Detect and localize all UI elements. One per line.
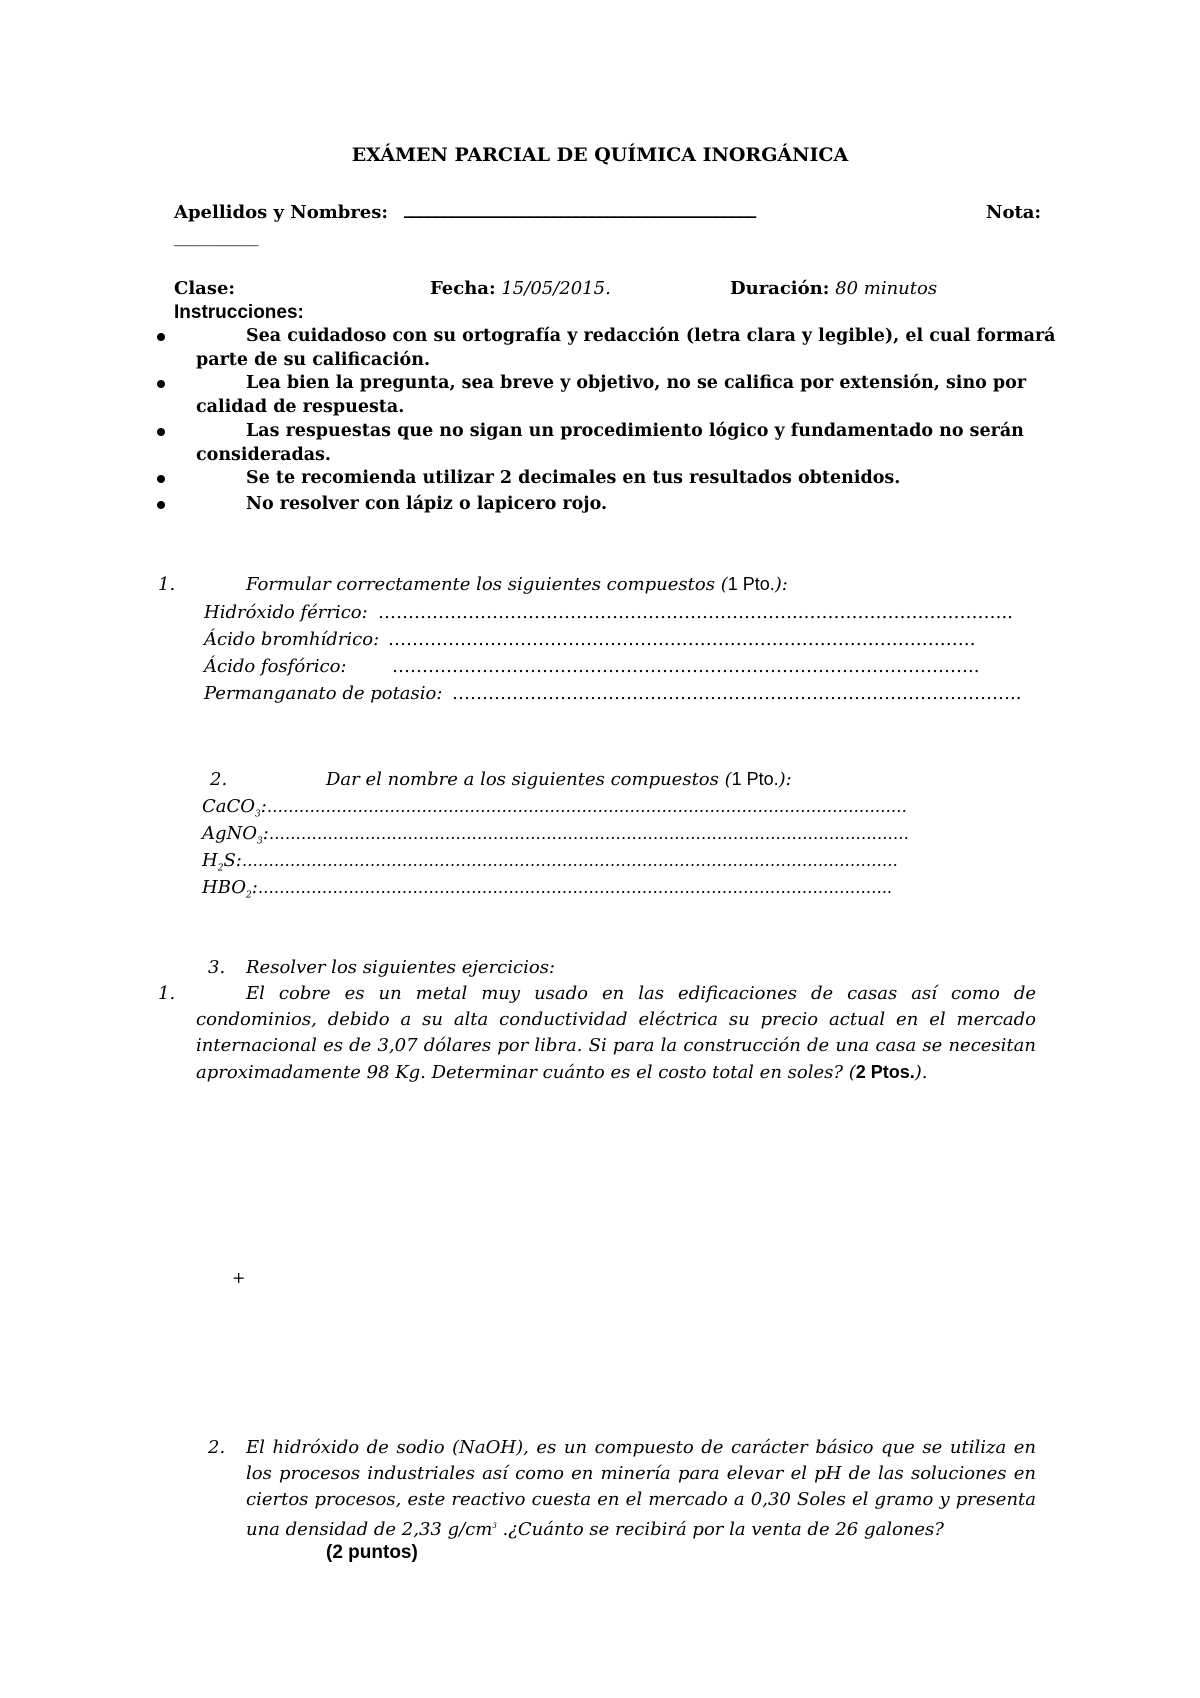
q2-item-1-formula: CaCO xyxy=(202,796,256,817)
q1-item-4: Permanganato de potasio: xyxy=(204,683,443,704)
q2-item-1-dots: ………………………………………………………………………………………………………… xyxy=(266,797,907,816)
q3-ex2-number: 2. xyxy=(208,1437,226,1458)
bullet-icon xyxy=(157,475,165,483)
q2-item-3-tail: S: xyxy=(223,850,242,871)
class-label: Clase: xyxy=(174,278,236,299)
instruction-3-line-1: Las respuestas que no sigan un procedimiento lógico y fundamentado no serán xyxy=(246,421,1024,441)
names-label: Apellidos y Nombres: xyxy=(174,202,389,223)
date-label: Fecha: xyxy=(430,278,496,299)
q3-prompt: Resolver los siguientes ejercicios: xyxy=(246,957,555,978)
q2-prompt-end: ): xyxy=(778,769,792,790)
q2-item-4-dots: ……………………………………………………………………………………………………….. xyxy=(257,878,892,897)
q1-prompt-end: ): xyxy=(774,574,788,595)
exam-title: EXÁMEN PARCIAL DE QUÍMICA INORGÁNICA xyxy=(351,144,849,166)
q1-item-1: Hidróxido férrico: xyxy=(204,602,368,623)
q2-item-2-sub: 3 xyxy=(257,836,263,847)
q3-ex1-number: 1. xyxy=(158,983,176,1004)
instruction-5: No resolver con lápiz o lapicero rojo. xyxy=(246,494,608,514)
q3-ex1-body: El cobre es un metal muy usado en las edificaciones de casas así como de condominios, debido a su alta conductividad eléctrica su precio actual en el mercado internacional es de 3,07 dólares por libra. Si para la construcción de una casa se necesitan aproximadamente 98 Kg. Determinar cuánto es el costo total en soles? ( xyxy=(196,983,1036,1083)
bullet-icon xyxy=(157,501,165,509)
q2-item-2 xyxy=(202,823,909,847)
instruction-2-line-1: Lea bien la pregunta, sea breve y objetivo, no se califica por extensión, sino por xyxy=(246,373,1027,393)
q3-ex1-text xyxy=(196,981,1036,1086)
q2-item-3-formula: H xyxy=(202,850,218,871)
plus-mark: + xyxy=(232,1268,246,1287)
q1-prompt xyxy=(246,574,788,595)
q3-ex2-text xyxy=(246,1435,1036,1543)
date-value: 15/05/2015. xyxy=(501,278,611,299)
q2-item-3-sub: 2 xyxy=(217,863,224,874)
q2-number: 2. xyxy=(210,769,228,790)
q3-ex2-points: (2 puntos) xyxy=(326,1542,418,1563)
duration-value: 80 minutos xyxy=(835,278,938,299)
q1-item-4-dots: ………………………………………………………………………………….. xyxy=(452,683,1022,704)
instruction-1-line-2: parte de su calificación. xyxy=(196,350,431,370)
q2-item-4-formula: HBO xyxy=(202,877,247,898)
instruction-3-line-2: consideradas. xyxy=(196,445,332,465)
q2-item-1-tail: : xyxy=(260,796,267,817)
q1-item-2: Ácido bromhídrico: xyxy=(204,629,380,650)
instructions-heading: Instrucciones: xyxy=(174,302,304,323)
q2-item-3 xyxy=(202,850,898,874)
instruction-4: Se te recomienda utilizar 2 decimales en tus resultados obtenidos. xyxy=(246,468,901,488)
q2-item-2-dots: ………………………………………………………………………………………………………… xyxy=(268,824,909,843)
instruction-1-line-1: Sea cuidadoso con su ortografía y redacción (letra clara y legible), el cual formará xyxy=(246,326,1056,346)
instruction-2-line-2: calidad de respuesta. xyxy=(196,397,405,417)
q1-item-3: Ácido fosfórico: xyxy=(204,656,347,677)
q2-item-2-formula: AgNO xyxy=(202,823,258,844)
duration-label: Duración: xyxy=(730,278,830,299)
q1-item-2-dots: ……………………………………….……………………………………………. xyxy=(388,629,976,650)
q3-ex2-end: .¿Cuánto se recibirá por la venta de 26 galones? xyxy=(496,1519,944,1540)
q2-item-4-tail: : xyxy=(251,877,258,898)
duration-field xyxy=(730,278,937,299)
q2-item-1 xyxy=(202,796,907,820)
q2-item-1-sub: 3 xyxy=(255,809,261,820)
bullet-icon xyxy=(157,380,165,388)
q2-item-2-tail: : xyxy=(262,823,269,844)
q1-item-1-dots: ……………………………………………………………..…………………………….. xyxy=(378,602,1013,623)
q2-prompt xyxy=(326,769,792,790)
q1-item-3-dots: …………………………………………………………………………………….. xyxy=(392,656,980,677)
q3-ex2-sup: 3 xyxy=(492,1522,497,1530)
q2-prompt-text: Dar el nombre a los siguientes compuestos ( xyxy=(326,769,732,790)
grade-label: Nota: xyxy=(986,202,1042,223)
bullet-icon xyxy=(157,428,165,436)
date-field xyxy=(430,278,611,299)
q3-ex1-points: 2 Ptos. xyxy=(855,1062,915,1082)
names-blank: _____________________________________________ xyxy=(404,198,756,219)
q2-item-3-dots: …………………………………………………………………………………………………………… xyxy=(241,851,898,870)
q3-ex1-end: ). xyxy=(914,1062,928,1083)
grade-blank: __________ xyxy=(174,226,259,247)
q1-points: 1 Pto. xyxy=(727,574,775,594)
q3-number: 3. xyxy=(208,957,226,978)
q3-ex2-body: El hidróxido de sodio (NaOH), es un compuesto de carácter básico que se utiliza en los procesos industriales así como en minería para elevar el pH de las soluciones en ciertos procesos, este reactivo cuesta en el mercado a 0,30 Soles el gramo y presenta una densidad de 2,33 g/cm xyxy=(246,1437,1036,1540)
bullet-icon xyxy=(157,333,165,341)
q2-points: 1 Pto. xyxy=(731,769,779,789)
q2-item-4-sub: 2 xyxy=(246,890,252,901)
q1-number: 1. xyxy=(158,574,176,595)
q2-item-4 xyxy=(202,877,892,901)
q1-prompt-text: Formular correctamente los siguientes compuestos ( xyxy=(246,574,728,595)
